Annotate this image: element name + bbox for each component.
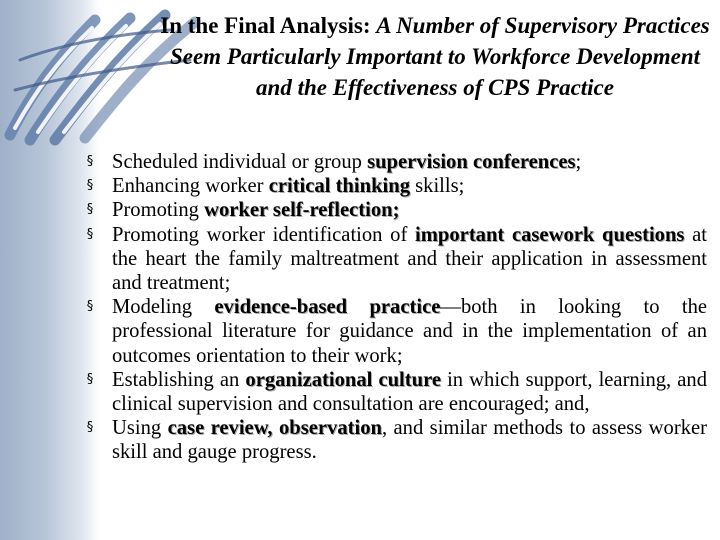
bullet-marker-icon: §: [86, 420, 94, 436]
bullet-marker-icon: §: [86, 299, 94, 315]
bullet-highlight: critical thinking: [268, 175, 410, 198]
title-emphasis: A Number of Supervisory Practices Seem Particularly Important to Workforce Development and the Effectiveness of CPS Practice: [169, 13, 710, 100]
bullet-item: § Enhancing worker critical thinking skills;: [112, 174, 707, 198]
bullet-marker-icon: §: [86, 371, 94, 387]
bullet-item: § Establishing an organizational culture in which support, learning, and clinical supervision and consultation are encouraged; and,: [112, 368, 707, 416]
bullet-marker-icon: §: [86, 202, 94, 218]
bullet-item: § Modeling evidence-based practice—both in looking to the professional literature for guidance and in the implementation of an outcomes orientation to their work;: [112, 295, 707, 368]
bullet-item: § Promoting worker identification of important casework questions at the heart the family maltreatment and their application in assessment and treatment;: [112, 223, 707, 296]
bullet-highlight: case review, observation: [167, 417, 382, 440]
bullet-highlight: important casework questions: [415, 223, 685, 246]
bullet-highlight: worker self-reflection;: [204, 199, 400, 222]
bullet-marker-icon: §: [86, 178, 94, 194]
bullet-list: [86, 150, 708, 465]
slide-title: [150, 10, 720, 103]
bullet-highlight: evidence-based practice: [214, 296, 441, 319]
bullet-marker-icon: §: [86, 226, 94, 242]
title-lead: In the Final Analysis:: [160, 13, 377, 38]
bullet-item: § Scheduled individual or group supervision conferences;: [112, 150, 707, 174]
bullet-item: § Promoting worker self-reflection;: [112, 198, 707, 222]
bullet-marker-icon: §: [86, 154, 94, 169]
bullet-highlight: organizational culture: [245, 368, 442, 391]
bullet-item: § Using case review, observation, and similar methods to assess worker skill and gauge progress.: [112, 416, 707, 464]
bullet-highlight: supervision conferences: [367, 151, 576, 173]
